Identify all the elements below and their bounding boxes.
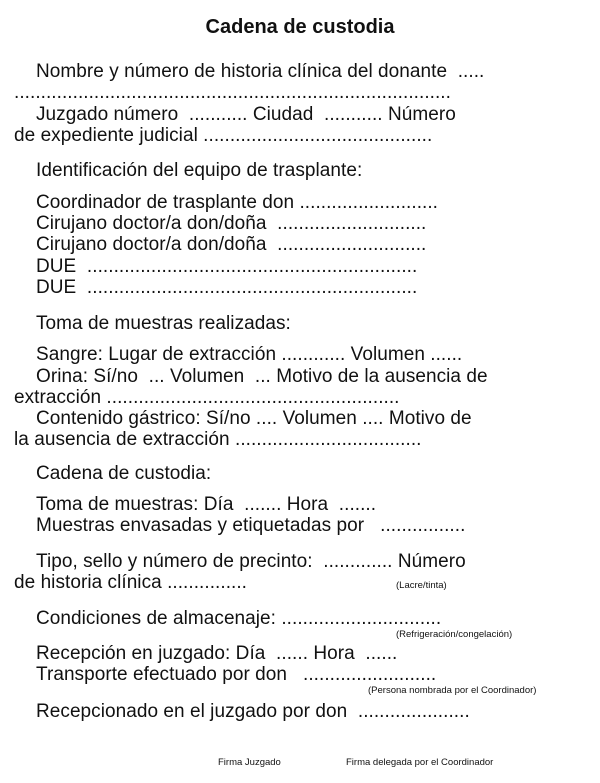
due-line-2: DUE ..............................................................: [36, 277, 418, 298]
signature-delegate: Firma delegada por el Coordinador: [346, 757, 494, 768]
due-line-1: DUE ..............................................................: [36, 256, 418, 277]
donor-continuation-line: ..................................................................................: [14, 82, 451, 103]
packaged-by-line: Muestras envasadas y etiquetadas por ................: [36, 515, 466, 536]
medical-record-line: de historia clínica ...............: [14, 572, 248, 593]
received-by-line: Recepcionado en el juzgado por don .....................: [36, 701, 470, 722]
gastric-line: Contenido gástrico: Sí/no .... Volumen .... Motivo de: [36, 408, 472, 429]
form-title: Cadena de custodia: [205, 16, 395, 38]
gastric-extraction-line: la ausencia de extracción ...................................: [14, 429, 422, 450]
storage-line: Condiciones de almacenaje: ..............................: [36, 608, 442, 629]
transport-line: Transporte efectuado por don .........................: [36, 664, 437, 685]
blood-line: Sangre: Lugar de extracción ............ Volumen ......: [36, 344, 463, 365]
reception-date-line: Recepción en juzgado: Día ...... Hora ......: [36, 643, 398, 664]
lacre-note: (Lacre/tinta): [396, 580, 447, 591]
surgeon-line-1: Cirujano doctor/a don/doña ............................: [36, 213, 427, 234]
team-heading: Identificación del equipo de trasplante:: [36, 160, 363, 181]
urine-line: Orina: Sí/no ... Volumen ... Motivo de la ausencia de: [36, 366, 488, 387]
coordinator-line: Coordinador de trasplante don ..........................: [36, 192, 439, 213]
donor-name-line: Nombre y número de historia clínica del donante .....: [36, 61, 485, 82]
signature-court: Firma Juzgado: [218, 757, 281, 768]
custody-heading: Cadena de custodia:: [36, 463, 212, 484]
judicial-file-line: de expediente judicial ...........................................: [14, 125, 433, 146]
urine-extraction-line: extracción .......................................................: [14, 387, 400, 408]
surgeon-line-2: Cirujano doctor/a don/doña ............................: [36, 234, 427, 255]
court-line: Juzgado número ........... Ciudad ........... Número: [36, 104, 456, 125]
sampling-date-line: Toma de muestras: Día ....... Hora .......: [36, 494, 377, 515]
samples-heading: Toma de muestras realizadas:: [36, 313, 291, 334]
person-note: (Persona nombrada por el Coordinador): [368, 685, 537, 696]
seal-line: Tipo, sello y número de precinto: ............. Número: [36, 551, 466, 572]
refrigeration-note: (Refrigeración/congelación): [396, 629, 513, 640]
